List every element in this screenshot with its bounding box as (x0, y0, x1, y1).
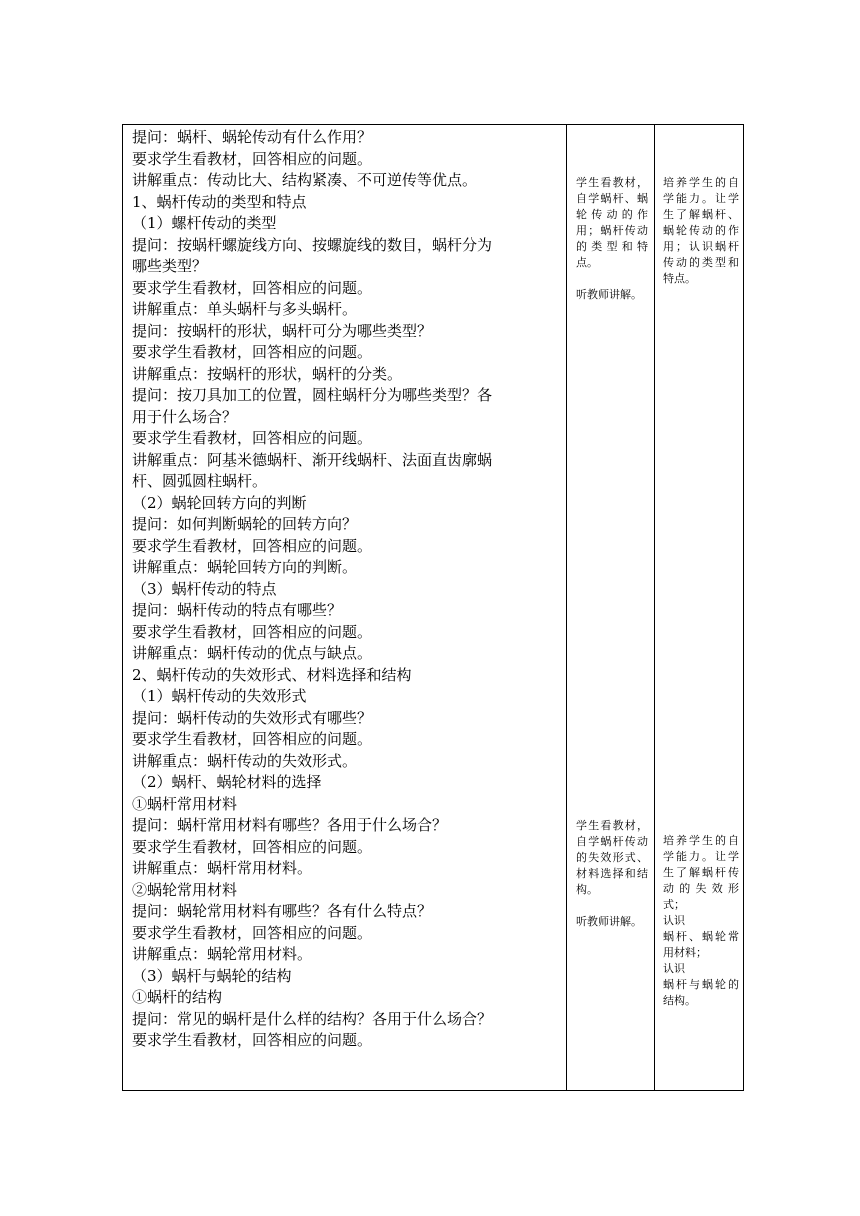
content-line: 讲解重点：蜗轮回转方向的判断。 (132, 558, 358, 576)
content-line: 要求学生看教材，回答相应的问题。 (132, 278, 373, 297)
content-line: 用于什么场合？ (132, 407, 238, 426)
content-line: ①蜗杆的结构 (132, 988, 223, 1006)
content-line: 要求学生看教材，回答相应的问题。 (132, 730, 373, 748)
content-line: 提问：按刀具加工的位置，圆柱蜗杆分为哪些类型？各 (132, 386, 493, 404)
listen-text: 听教师讲解。 (576, 288, 642, 301)
content-line: 要求学生看教材，回答相应的问题。 (132, 343, 373, 361)
content-line: 讲解重点：蜗杆传动的失效形式。 (132, 751, 358, 770)
content-line: 提问：蜗杆传动的失效形式有哪些？ (132, 708, 373, 727)
column-divider (566, 125, 567, 1090)
content-line: 讲解重点：传动比大、结构紧凑、不可逆传等优点。 (132, 171, 478, 189)
design-intent-line: 认识 (663, 962, 685, 975)
content-line: （2）蜗杆、蜗轮材料的选择 (132, 773, 322, 791)
column-divider (654, 125, 655, 1090)
listen-text: 听教师讲解。 (576, 915, 642, 928)
content-line: 1、蜗杆传动的类型和特点 (132, 192, 307, 211)
student-activity-text: 学生看教材，自学蜗杆、蜗轮传动的作用；蜗杆传动的类型和特点。 (576, 176, 648, 269)
lesson-table (122, 124, 744, 1091)
content-line: 提问：如何判断蜗轮的回转方向？ (132, 515, 358, 533)
content-line: 2、蜗杆传动的失效形式、材料选择和结构 (132, 665, 412, 684)
student-activity-block (576, 818, 648, 930)
content-line: （1）螺杆传动的类型 (132, 214, 277, 232)
student-activity-block (576, 175, 648, 303)
content-line: 提问：蜗杆、蜗轮传动有什么作用？ (132, 128, 373, 146)
design-intent-line: 蜗杆与蜗轮的结构。 (663, 978, 739, 1007)
content-line: 提问：按蜗杆的形状，蜗杆可分为哪些类型？ (132, 321, 433, 340)
content-line: 讲解重点：阿基米德蜗杆、渐开线蜗杆、法面直齿廓蜗 (132, 450, 493, 469)
content-line: 提问：蜗杆传动的特点有哪些？ (132, 601, 343, 619)
content-line: 要求学生看教材，回答相应的问题。 (132, 923, 373, 942)
content-line: 讲解重点：按蜗杆的形状，蜗杆的分类。 (132, 364, 403, 383)
content-line: 讲解重点：单头蜗杆与多头蜗杆。 (132, 300, 358, 318)
design-intent-block (663, 833, 739, 1009)
content-line: （1）蜗杆传动的失效形式 (132, 687, 307, 705)
content-line: 要求学生看教材，回答相应的问题。 (132, 149, 373, 168)
student-activity-text: 学生看教材，自学蜗杆传动的失效形式、材料选择和结构。 (576, 819, 648, 896)
content-line: 讲解重点：蜗杆常用材料。 (132, 859, 313, 877)
content-line: 讲解重点：蜗轮常用材料。 (132, 945, 313, 963)
teaching-content-column (132, 127, 562, 1052)
content-line: 要求学生看教材，回答相应的问题。 (132, 429, 373, 447)
content-line: 要求学生看教材，回答相应的问题。 (132, 837, 373, 856)
content-line: 哪些类型？ (132, 257, 208, 275)
design-intent-line: 蜗杆、蜗轮常用材料； (663, 930, 739, 959)
content-line: 提问：按蜗杆螺旋线方向、按螺旋线的数目，蜗杆分为 (132, 235, 493, 254)
content-line: （3）蜗杆与蜗轮的结构 (132, 966, 292, 985)
content-line: 要求学生看教材，回答相应的问题。 (132, 536, 373, 555)
content-line: 要求学生看教材，回答相应的问题。 (132, 1031, 373, 1049)
content-line: ②蜗轮常用材料 (132, 880, 238, 899)
design-intent-text: 培养学生的自学能力。让学生了解蜗杆、蜗轮传动的作用；认识蜗杆传动的类型和特点。 (663, 176, 739, 285)
content-line: 提问：蜗杆常用材料有哪些？各用于什么场合？ (132, 816, 448, 834)
content-line: ①蜗杆常用材料 (132, 794, 238, 813)
content-line: 提问：常见的蜗杆是什么样的结构？各用于什么场合？ (132, 1009, 493, 1028)
content-line: （2）蜗轮回转方向的判断 (132, 493, 307, 512)
content-line: （3）蜗杆传动的特点 (132, 579, 277, 598)
content-line: 杆、圆弧圆柱蜗杆。 (132, 472, 268, 490)
content-line: 讲解重点：蜗杆传动的优点与缺点。 (132, 644, 373, 662)
design-intent-line: 培养学生的自学能力。让学生了解蜗杆传动的失效形式； (663, 834, 739, 911)
design-intent-block (663, 175, 739, 287)
content-line: 要求学生看教材，回答相应的问题。 (132, 622, 373, 641)
design-intent-line: 认识 (663, 914, 685, 927)
content-line: 提问：蜗轮常用材料有哪些？各有什么特点？ (132, 902, 433, 920)
